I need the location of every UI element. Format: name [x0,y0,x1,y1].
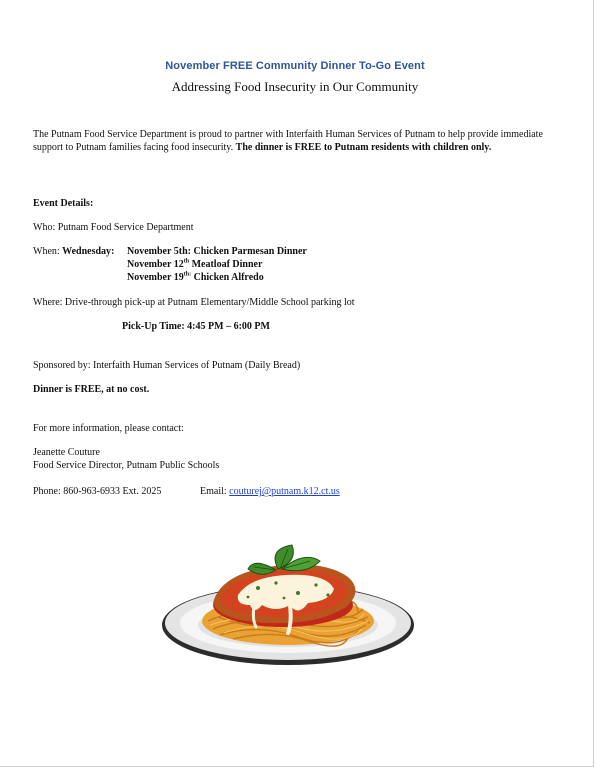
when-label: When: [33,246,60,257]
when-line [33,246,114,259]
contact-name: Jeanette Couture [33,447,100,458]
pickup-time [122,321,270,334]
intro-paragraph [33,129,563,154]
contact-intro: For more information, please contact: [33,423,184,434]
email-link[interactable]: couturej@putnam.k12.ct.us [229,486,340,497]
intro-bold-note: The dinner is FREE to Putnam residents with children only. [235,141,492,153]
menu-date-suffix: th: [183,271,192,278]
when-day: Wednesday: [62,246,115,257]
where-line: Where: Drive-through pick-up at Putnam Elementary/Middle School parking lot [33,297,355,308]
menu-dish: Meatloaf Dinner [191,259,263,270]
menu-date: November 12 [127,259,184,270]
pickup-time-text: Pick-Up Time: 4:45 PM – 6:00 PM [122,321,270,332]
menu-item [127,259,262,270]
email-label: Email: [200,486,227,497]
contact-title: Food Service Director, Putnam Public Schools [33,460,220,471]
who-line: Who: Putnam Food Service Department [33,222,194,233]
sponsored-line: Sponsored by: Interfaith Human Services of Putnam (Daily Bread) [33,360,301,371]
event-subtitle: Addressing Food Insecurity in Our Community [171,79,419,94]
menu-item [127,272,264,283]
menu-date: November 19 [127,272,184,283]
menu-date: November 5th: [127,246,191,257]
chicken-parmesan-plate-illustration-icon [158,543,418,673]
intro-text: The Putnam Food Service Department is proud to partner with Interfaith Human Services of Putnam to help provide immediate support to Putnam families facing food insecurity. [33,129,543,153]
menu-dish: Chicken Alfredo [193,272,264,283]
phone-line: Phone: 860-963-6933 Ext. 2025 [33,486,162,497]
email-line [200,486,340,499]
event-details-heading-text: Event Details: [33,198,94,209]
free-note [33,384,149,397]
free-note-text: Dinner is FREE, at no cost. [33,384,150,395]
menu-dish: Chicken Parmesan Dinner [193,246,307,257]
event-title: November FREE Community Dinner To-Go Event [165,60,425,72]
menu-item [127,246,307,257]
menu-date-suffix: th [183,258,190,265]
event-details-heading [33,198,93,211]
